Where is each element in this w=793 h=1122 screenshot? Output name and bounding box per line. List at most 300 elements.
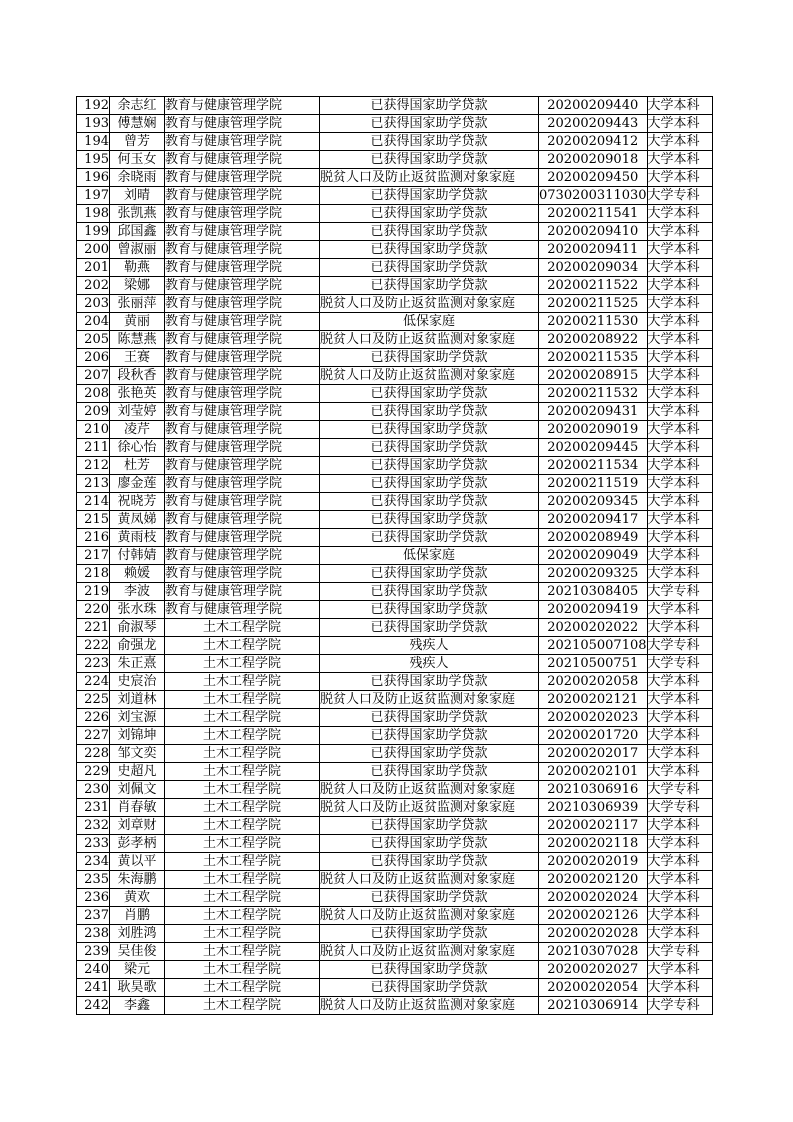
table-row	[77, 889, 713, 907]
table-row	[77, 493, 713, 511]
row-number: 220	[77, 601, 110, 619]
student-id: 20200202023	[539, 709, 648, 727]
student-list-table	[76, 96, 713, 1015]
student-id: 20200208915	[539, 367, 648, 385]
student-name: 赖媛	[110, 565, 165, 583]
aid-category: 脱贫人口及防止返贫监测对象家庭	[320, 799, 539, 817]
college-name: 教育与健康管理学院	[165, 277, 320, 295]
student-id: 20200202017	[539, 745, 648, 763]
aid-category: 已获得国家助学贷款	[320, 727, 539, 745]
student-name: 曾淑丽	[110, 241, 165, 259]
row-number: 230	[77, 781, 110, 799]
row-number: 210	[77, 421, 110, 439]
student-name: 刘胜鸿	[110, 925, 165, 943]
student-name: 段秋香	[110, 367, 165, 385]
row-number: 208	[77, 385, 110, 403]
education-level: 大学本科	[647, 673, 712, 691]
table-row	[77, 691, 713, 709]
student-name: 黄丽	[110, 313, 165, 331]
row-number: 241	[77, 979, 110, 997]
row-number: 218	[77, 565, 110, 583]
table-row	[77, 313, 713, 331]
college-name: 教育与健康管理学院	[165, 133, 320, 151]
row-number: 207	[77, 367, 110, 385]
row-number: 229	[77, 763, 110, 781]
aid-category: 脱贫人口及防止返贫监测对象家庭	[320, 997, 539, 1015]
education-level: 大学本科	[647, 493, 712, 511]
table-body	[77, 97, 713, 1015]
aid-category: 已获得国家助学贷款	[320, 979, 539, 997]
table-row	[77, 241, 713, 259]
table-row	[77, 709, 713, 727]
student-id: 20210306916	[539, 781, 648, 799]
student-name: 俞淑琴	[110, 619, 165, 637]
aid-category: 已获得国家助学贷款	[320, 385, 539, 403]
aid-category: 已获得国家助学贷款	[320, 421, 539, 439]
education-level: 大学本科	[647, 547, 712, 565]
row-number: 234	[77, 853, 110, 871]
student-id: 20200209431	[539, 403, 648, 421]
college-name: 教育与健康管理学院	[165, 349, 320, 367]
table-row	[77, 817, 713, 835]
aid-category: 已获得国家助学贷款	[320, 349, 539, 367]
table-row	[77, 97, 713, 115]
aid-category: 已获得国家助学贷款	[320, 745, 539, 763]
education-level: 大学本科	[647, 169, 712, 187]
student-name: 付韩婧	[110, 547, 165, 565]
student-name: 黄以平	[110, 853, 165, 871]
row-number: 216	[77, 529, 110, 547]
aid-category: 已获得国家助学贷款	[320, 511, 539, 529]
table-row	[77, 853, 713, 871]
student-name: 勒燕	[110, 259, 165, 277]
row-number: 209	[77, 403, 110, 421]
aid-category: 已获得国家助学贷款	[320, 601, 539, 619]
student-name: 黄雨枝	[110, 529, 165, 547]
student-name: 刘锦坤	[110, 727, 165, 745]
table-row	[77, 763, 713, 781]
education-level: 大学本科	[647, 259, 712, 277]
education-level: 大学专科	[647, 655, 712, 673]
aid-category: 已获得国家助学贷款	[320, 187, 539, 205]
college-name: 教育与健康管理学院	[165, 367, 320, 385]
education-level: 大学专科	[647, 997, 712, 1015]
college-name: 土木工程学院	[165, 871, 320, 889]
college-name: 教育与健康管理学院	[165, 295, 320, 313]
table-row	[77, 871, 713, 889]
student-id: 20200209440	[539, 97, 648, 115]
college-name: 教育与健康管理学院	[165, 223, 320, 241]
row-number: 193	[77, 115, 110, 133]
student-id: 20200211519	[539, 475, 648, 493]
education-level: 大学本科	[647, 727, 712, 745]
student-id: 20210307028	[539, 943, 648, 961]
student-name: 黄欢	[110, 889, 165, 907]
aid-category: 已获得国家助学贷款	[320, 403, 539, 421]
student-id: 20200208922	[539, 331, 648, 349]
row-number: 212	[77, 457, 110, 475]
student-id: 0730200311030	[539, 188, 647, 203]
aid-category: 已获得国家助学贷款	[320, 565, 539, 583]
student-id: 20200209049	[539, 547, 648, 565]
college-name: 教育与健康管理学院	[165, 241, 320, 259]
student-name: 张丽萍	[110, 295, 165, 313]
aid-category: 已获得国家助学贷款	[320, 223, 539, 241]
aid-category: 已获得国家助学贷款	[320, 853, 539, 871]
student-id: 20200202101	[539, 763, 648, 781]
college-name: 教育与健康管理学院	[165, 331, 320, 349]
education-level: 大学本科	[647, 403, 712, 421]
education-level: 大学本科	[647, 853, 712, 871]
student-name: 张水珠	[110, 601, 165, 619]
table-row	[77, 295, 713, 313]
college-name: 土木工程学院	[165, 727, 320, 745]
aid-category: 脱贫人口及防止返贫监测对象家庭	[320, 295, 539, 313]
row-number: 238	[77, 925, 110, 943]
aid-category: 已获得国家助学贷款	[320, 709, 539, 727]
student-id: 20200202022	[539, 619, 648, 637]
education-level: 大学本科	[647, 961, 712, 979]
college-name: 教育与健康管理学院	[165, 439, 320, 457]
college-name: 教育与健康管理学院	[165, 313, 320, 331]
row-number: 199	[77, 223, 110, 241]
table-row	[77, 457, 713, 475]
student-id: 20200202120	[539, 871, 648, 889]
student-id: 20200211532	[539, 385, 648, 403]
education-level: 大学本科	[647, 925, 712, 943]
college-name: 土木工程学院	[165, 799, 320, 817]
student-name: 张艳英	[110, 385, 165, 403]
table-row	[77, 745, 713, 763]
college-name: 土木工程学院	[165, 853, 320, 871]
aid-category: 已获得国家助学贷款	[320, 475, 539, 493]
education-level: 大学本科	[647, 817, 712, 835]
student-name: 彭孝柄	[110, 835, 165, 853]
education-level: 大学专科	[647, 187, 712, 205]
college-name: 土木工程学院	[165, 943, 320, 961]
student-id: 20210306914	[539, 997, 648, 1015]
table-row	[77, 925, 713, 943]
table-row	[77, 727, 713, 745]
education-level: 大学本科	[647, 529, 712, 547]
student-id: 20200209325	[539, 565, 648, 583]
aid-category: 脱贫人口及防止返贫监测对象家庭	[320, 367, 539, 385]
table-row	[77, 403, 713, 421]
student-name: 祝晓芳	[110, 493, 165, 511]
aid-category: 脱贫人口及防止返贫监测对象家庭	[320, 169, 539, 187]
student-name: 俞强龙	[110, 637, 165, 655]
aid-category: 脱贫人口及防止返贫监测对象家庭	[320, 871, 539, 889]
student-id: 20200201720	[539, 727, 648, 745]
college-name: 土木工程学院	[165, 619, 320, 637]
row-number: 205	[77, 331, 110, 349]
student-id: 20210306939	[539, 799, 648, 817]
college-name: 土木工程学院	[165, 907, 320, 925]
education-level: 大学本科	[647, 223, 712, 241]
aid-category: 低保家庭	[320, 313, 539, 331]
row-number: 194	[77, 133, 110, 151]
student-id: 20200202121	[539, 691, 648, 709]
student-name: 李波	[110, 583, 165, 601]
education-level: 大学本科	[647, 691, 712, 709]
college-name: 教育与健康管理学院	[165, 475, 320, 493]
student-name: 肖春敏	[110, 799, 165, 817]
college-name: 教育与健康管理学院	[165, 169, 320, 187]
aid-category: 已获得国家助学贷款	[320, 457, 539, 475]
student-id: 20200211541	[539, 205, 648, 223]
table-row	[77, 475, 713, 493]
education-level: 大学本科	[647, 385, 712, 403]
row-number: 221	[77, 619, 110, 637]
student-name: 朱海鹏	[110, 871, 165, 889]
college-name: 土木工程学院	[165, 691, 320, 709]
table-row	[77, 547, 713, 565]
aid-category: 已获得国家助学贷款	[320, 133, 539, 151]
aid-category: 残疾人	[320, 637, 539, 655]
college-name: 土木工程学院	[165, 655, 320, 673]
student-name: 余晓雨	[110, 169, 165, 187]
student-name: 刘道林	[110, 691, 165, 709]
aid-category: 已获得国家助学贷款	[320, 439, 539, 457]
education-level: 大学专科	[647, 583, 712, 601]
table-row	[77, 943, 713, 961]
education-level: 大学本科	[647, 349, 712, 367]
row-number: 237	[77, 907, 110, 925]
table-row	[77, 907, 713, 925]
aid-category: 脱贫人口及防止返贫监测对象家庭	[320, 691, 539, 709]
college-name: 教育与健康管理学院	[165, 151, 320, 169]
student-name: 朱正熹	[110, 655, 165, 673]
student-id: 20200202054	[539, 979, 648, 997]
college-name: 土木工程学院	[165, 979, 320, 997]
education-level: 大学本科	[647, 277, 712, 295]
row-number: 227	[77, 727, 110, 745]
education-level: 大学本科	[647, 151, 712, 169]
table-row	[77, 673, 713, 691]
aid-category: 已获得国家助学贷款	[320, 583, 539, 601]
row-number: 196	[77, 169, 110, 187]
college-name: 教育与健康管理学院	[165, 529, 320, 547]
education-level: 大学本科	[647, 241, 712, 259]
college-name: 教育与健康管理学院	[165, 493, 320, 511]
education-level: 大学本科	[647, 295, 712, 313]
student-name: 何玉女	[110, 151, 165, 169]
education-level: 大学本科	[647, 835, 712, 853]
table-row	[77, 421, 713, 439]
aid-category: 已获得国家助学贷款	[320, 493, 539, 511]
college-name: 教育与健康管理学院	[165, 385, 320, 403]
table-row	[77, 799, 713, 817]
table-row	[77, 259, 713, 277]
row-number: 232	[77, 817, 110, 835]
row-number: 192	[77, 97, 110, 115]
aid-category: 残疾人	[320, 655, 539, 673]
row-number: 215	[77, 511, 110, 529]
row-number: 228	[77, 745, 110, 763]
student-name: 刘佩文	[110, 781, 165, 799]
student-name: 梁娜	[110, 277, 165, 295]
aid-category: 低保家庭	[320, 547, 539, 565]
row-number: 240	[77, 961, 110, 979]
table-row	[77, 349, 713, 367]
student-name: 张凯燕	[110, 205, 165, 223]
student-name: 徐心怡	[110, 439, 165, 457]
student-id: 20200202019	[539, 853, 648, 871]
education-level: 大学本科	[647, 871, 712, 889]
row-number: 214	[77, 493, 110, 511]
row-number: 201	[77, 259, 110, 277]
student-name: 廖金莲	[110, 475, 165, 493]
college-name: 土木工程学院	[165, 763, 320, 781]
student-name: 余志红	[110, 97, 165, 115]
student-name: 刘宝源	[110, 709, 165, 727]
aid-category: 已获得国家助学贷款	[320, 151, 539, 169]
aid-category: 已获得国家助学贷款	[320, 205, 539, 223]
row-number: 195	[77, 151, 110, 169]
aid-category: 脱贫人口及防止返贫监测对象家庭	[320, 331, 539, 349]
table-row	[77, 439, 713, 457]
college-name: 土木工程学院	[165, 889, 320, 907]
aid-category: 已获得国家助学贷款	[320, 97, 539, 115]
student-name: 黄凤娣	[110, 511, 165, 529]
student-id: 20200209419	[539, 601, 648, 619]
student-id: 20200202126	[539, 907, 648, 925]
table-row	[77, 997, 713, 1015]
student-id: 20200209019	[539, 421, 648, 439]
education-level: 大学本科	[647, 763, 712, 781]
college-name: 土木工程学院	[165, 745, 320, 763]
college-name: 教育与健康管理学院	[165, 259, 320, 277]
education-level: 大学本科	[647, 421, 712, 439]
table-row	[77, 385, 713, 403]
table-row	[77, 511, 713, 529]
row-number: 204	[77, 313, 110, 331]
row-number: 235	[77, 871, 110, 889]
student-id: 20200209034	[539, 259, 648, 277]
student-id: 20200209018	[539, 151, 648, 169]
student-id: 20200211535	[539, 349, 648, 367]
student-id: 20200209450	[539, 169, 648, 187]
table-row	[77, 331, 713, 349]
row-number: 222	[77, 637, 110, 655]
college-name: 教育与健康管理学院	[165, 583, 320, 601]
student-id: 20200209412	[539, 133, 648, 151]
college-name: 土木工程学院	[165, 925, 320, 943]
row-number: 239	[77, 943, 110, 961]
row-number: 198	[77, 205, 110, 223]
aid-category: 已获得国家助学贷款	[320, 259, 539, 277]
education-level: 大学本科	[647, 565, 712, 583]
college-name: 土木工程学院	[165, 781, 320, 799]
row-number: 213	[77, 475, 110, 493]
student-id: 20200202118	[539, 835, 648, 853]
student-name: 耿昊歌	[110, 979, 165, 997]
college-name: 教育与健康管理学院	[165, 403, 320, 421]
student-id: 20200209410	[539, 223, 648, 241]
table-row	[77, 655, 713, 673]
student-id: 20200209417	[539, 511, 648, 529]
college-name: 教育与健康管理学院	[165, 547, 320, 565]
student-id: 20200202027	[539, 961, 648, 979]
student-id: 20210308405	[539, 583, 648, 601]
student-id: 20200209445	[539, 439, 648, 457]
table-row	[77, 205, 713, 223]
table-row	[77, 565, 713, 583]
row-number: 203	[77, 295, 110, 313]
aid-category: 已获得国家助学贷款	[320, 925, 539, 943]
student-id: 20200209443	[539, 115, 648, 133]
education-level: 大学本科	[647, 205, 712, 223]
education-level: 大学本科	[647, 115, 712, 133]
aid-category: 脱贫人口及防止返贫监测对象家庭	[320, 907, 539, 925]
student-name: 肖鹏	[110, 907, 165, 925]
aid-category: 脱贫人口及防止返贫监测对象家庭	[320, 781, 539, 799]
college-name: 教育与健康管理学院	[165, 565, 320, 583]
table-row	[77, 601, 713, 619]
student-id: 20200202024	[539, 889, 648, 907]
table-row	[77, 835, 713, 853]
student-name: 杜芳	[110, 457, 165, 475]
student-name: 刘章财	[110, 817, 165, 835]
college-name: 教育与健康管理学院	[165, 457, 320, 475]
student-name: 陈慧燕	[110, 331, 165, 349]
row-number: 242	[77, 997, 110, 1015]
education-level: 大学本科	[647, 97, 712, 115]
student-id: 20210500751	[539, 655, 648, 673]
student-name: 刘莹婷	[110, 403, 165, 421]
student-name: 凌芹	[110, 421, 165, 439]
student-id: 20200209411	[539, 241, 648, 259]
table-row	[77, 979, 713, 997]
student-id: 20200202028	[539, 925, 648, 943]
college-name: 教育与健康管理学院	[165, 421, 320, 439]
aid-category: 已获得国家助学贷款	[320, 889, 539, 907]
aid-category: 已获得国家助学贷款	[320, 115, 539, 133]
college-name: 土木工程学院	[165, 817, 320, 835]
student-id: 20200202117	[539, 817, 648, 835]
row-number: 219	[77, 583, 110, 601]
aid-category: 已获得国家助学贷款	[320, 835, 539, 853]
table-row	[77, 169, 713, 187]
table-row	[77, 367, 713, 385]
row-number: 217	[77, 547, 110, 565]
student-name: 王赛	[110, 349, 165, 367]
student-name: 吴佳俊	[110, 943, 165, 961]
education-level: 大学本科	[647, 367, 712, 385]
student-name: 史超凡	[110, 763, 165, 781]
aid-category: 已获得国家助学贷款	[320, 763, 539, 781]
student-id: 20200202058	[539, 673, 648, 691]
college-name: 教育与健康管理学院	[165, 97, 320, 115]
education-level: 大学专科	[647, 637, 712, 655]
aid-category: 已获得国家助学贷款	[320, 619, 539, 637]
table-row	[77, 529, 713, 547]
row-number: 206	[77, 349, 110, 367]
student-id: 20200211530	[539, 313, 648, 331]
aid-category: 已获得国家助学贷款	[320, 817, 539, 835]
aid-category: 已获得国家助学贷款	[320, 961, 539, 979]
college-name: 教育与健康管理学院	[165, 115, 320, 133]
student-name: 梁元	[110, 961, 165, 979]
student-id: 20200211534	[539, 457, 648, 475]
college-name: 教育与健康管理学院	[165, 205, 320, 223]
table-row	[77, 583, 713, 601]
education-level: 大学本科	[647, 439, 712, 457]
aid-category: 已获得国家助学贷款	[320, 277, 539, 295]
college-name: 教育与健康管理学院	[165, 601, 320, 619]
aid-category: 已获得国家助学贷款	[320, 673, 539, 691]
aid-category: 脱贫人口及防止返贫监测对象家庭	[320, 943, 539, 961]
